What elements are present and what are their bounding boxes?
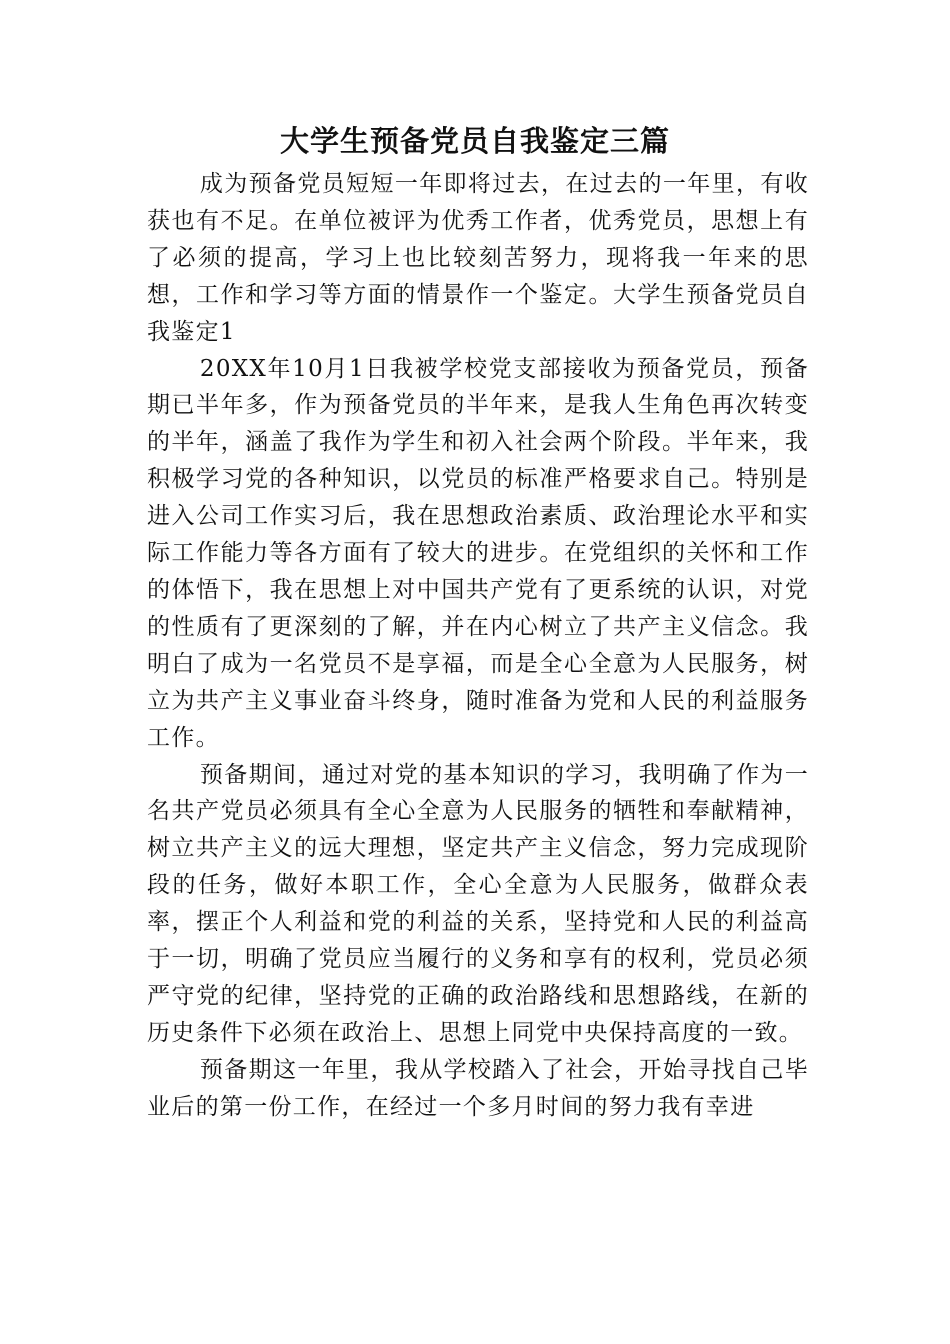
- paragraph-4: 预备期这一年里，我从学校踏入了社会，开始寻找自己毕业后的第一份工作，在经过一个多月时间的努力我有幸进: [147, 1056, 809, 1120]
- paragraph-3: 预备期间，通过对党的基本知识的学习，我明确了作为一名共产党员必须具有全心全意为人民服务的牺牲和奉献精神，树立共产主义的远大理想，坚定共产主义信念，努力完成现阶段的任务，做好本职工作，全心全意为人民服务，做群众表率，摆正个人利益和党的利益的关系，坚持党和人民的利益高于一切，明确了党员应当履行的义务和享有的权利，党员必须严守党的纪律，坚持党的正确的政治路线和思想路线，在新的历史条件下必须在政治上、思想上同党中央保持高度的一致。: [147, 761, 809, 1046]
- paragraph-1: 成为预备党员短短一年即将过去，在过去的一年里，有收获也有不足。在单位被评为优秀工作者，优秀党员，思想上有了必须的提高，学习上也比较刻苦努力，现将我一年来的思想，工作和学习等方面的情景作一个鉴定。大学生预备党员自我鉴定1: [147, 171, 809, 345]
- document-body: [147, 166, 809, 1126]
- paragraph-2: 20XX年10月1日我被学校党支部接收为预备党员，预备期已半年多，作为预备党员的半年来，是我人生角色再次转变的半年，涵盖了我作为学生和初入社会两个阶段。半年来，我积极学习党的各种知识，以党员的标准严格要求自己。特别是进入公司工作实习后，我在思想政治素质、政治理论水平和实际工作能力等各方面有了较大的进步。在党组织的关怀和工作的体悟下，我在思想上对中国共产党有了更系统的认识，对党的性质有了更深刻的了解，并在内心树立了共产主义信念。我明白了成为一名党员不是享福，而是全心全意为人民服务，树立为共产主义事业奋斗终身，随时准备为党和人民的利益服务工作。: [147, 355, 809, 751]
- document-title: 大学生预备党员自我鉴定三篇: [279, 124, 670, 158]
